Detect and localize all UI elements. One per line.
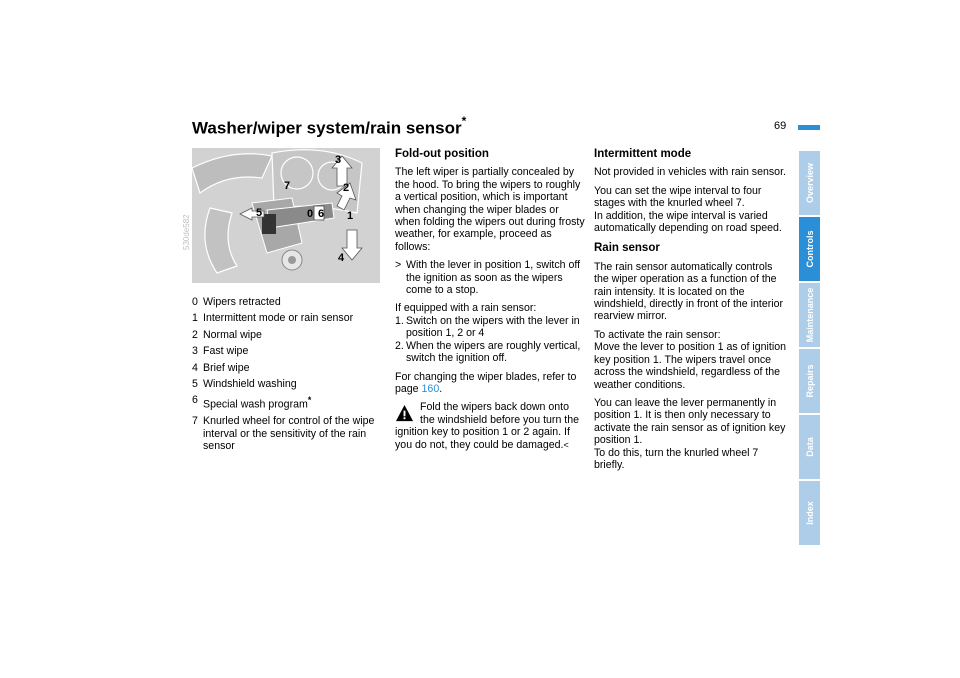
legend-item: [192, 394, 382, 411]
tab-repairs[interactable]: [799, 349, 820, 413]
legend-number: 4: [192, 361, 198, 374]
page-title: [192, 116, 466, 139]
step-number: 1.: [395, 314, 404, 327]
legend-number: 1: [192, 312, 198, 325]
foldout-bullet: [395, 259, 585, 296]
legend-text: Windshield washing: [203, 378, 297, 391]
legend-text: Special wash program: [203, 398, 308, 411]
bullet-mark: >: [395, 259, 402, 272]
caution-note: [395, 401, 585, 451]
wiper-lever-illustration: [182, 148, 380, 283]
step-number: 2.: [395, 339, 404, 352]
legend-text: Fast wipe: [203, 345, 249, 358]
page-link-160[interactable]: 160: [421, 382, 440, 395]
intermittent-and-rain-section: [594, 148, 786, 477]
tab-label: Maintenance: [804, 287, 815, 343]
tab-label: Repairs: [804, 364, 815, 398]
end-of-note-mark: <: [563, 439, 569, 450]
blade-change-text: For changing the wiper blades, refer to page: [395, 370, 577, 395]
tab-controls[interactable]: [799, 217, 820, 281]
foldout-section: [395, 148, 585, 451]
foldout-heading: Fold-out position: [395, 148, 489, 160]
callout-0: 0: [307, 208, 314, 220]
blade-change-period: .: [439, 382, 443, 395]
figure-code: 530de582: [182, 214, 191, 250]
legend-item: [192, 329, 382, 341]
tab-maintenance[interactable]: [799, 283, 820, 347]
legend-item: [192, 296, 382, 308]
legend-text: Brief wipe: [203, 361, 250, 374]
tab-overview[interactable]: [799, 151, 820, 215]
tab-label: Controls: [804, 230, 815, 268]
rain-sensor-p2a: To activate the rain sensor:: [594, 328, 721, 341]
step-item: [395, 340, 585, 365]
rain-sensor-heading: Rain sensor: [594, 242, 660, 255]
chapter-tabs: [799, 151, 820, 547]
legend-number: 2: [192, 328, 198, 341]
blade-change-note: [395, 371, 585, 396]
tab-label: Index: [804, 501, 815, 525]
legend-item: [192, 378, 382, 390]
rain-sensor-p1: The rain sensor automatically controls the wiper operation as a function of the rain intensity. It is located on the windshield, directly in front of the interior rearview mirror.: [594, 260, 784, 323]
legend-item: [192, 415, 382, 452]
step-item: [395, 315, 585, 340]
optional-equipment-star: *: [461, 114, 467, 128]
callout-4: 4: [338, 252, 345, 264]
legend-number: 5: [192, 378, 198, 391]
legend-item: [192, 362, 382, 374]
rain-sensor-p3a: You can leave the lever permanently in position 1. It is then only necessary to activate the rain sensor as of ignition key position 1.: [594, 396, 786, 447]
bullet-text: With the lever in position 1, switch off the ignition as soon as the wipers come to a stop.: [406, 259, 581, 297]
foldout-intro: The left wiper is partially concealed by the hood. To bring the wipers to roughly a vertical position, which is important when changing the wiper blades or when folding the wipers out during frosty weather, for example, proceed as follows:: [395, 166, 585, 253]
rain-sensor-intro: If equipped with a rain sensor:: [395, 302, 537, 315]
page-marker: [798, 125, 820, 130]
callout-2: 2: [343, 182, 350, 194]
page-number: 69: [774, 120, 787, 132]
tab-label: Data: [804, 437, 815, 457]
intermittent-p1: Not provided in vehicles with rain sensor.: [594, 166, 786, 179]
legend-text: Knurled wheel for control of the wipe interval or the sensitivity of the rain sensor: [203, 415, 375, 453]
tab-data[interactable]: [799, 415, 820, 479]
legend-number: 0: [192, 296, 198, 308]
tab-label: Overview: [804, 162, 815, 204]
tab-index[interactable]: [799, 481, 820, 545]
legend-number: 7: [192, 415, 198, 428]
warning-icon: [395, 404, 414, 423]
rain-sensor-p3b: To do this, turn the knurled wheel 7 briefly.: [594, 446, 759, 471]
rain-sensor-p2: [594, 329, 786, 391]
intermittent-heading: Intermittent mode: [594, 148, 692, 160]
rain-sensor-p2b: Move the lever to position 1 as of ignition key position 1. The wipers travel once across the windshield, regardless of the weather conditions.: [594, 341, 786, 391]
legend-text: Normal wipe: [203, 328, 262, 341]
callout-7: 7: [284, 180, 291, 192]
legend-list: [192, 296, 382, 457]
callout-1: 1: [347, 210, 354, 222]
intermittent-p2: [594, 185, 786, 210]
page-title-text: Washer/wiper system/rain sensor: [192, 118, 462, 138]
legend-item: [192, 312, 382, 324]
callout-5: 5: [256, 207, 263, 219]
callout-6: 6: [318, 208, 325, 220]
rain-sensor-p3: [594, 397, 786, 471]
caution-text: Fold the wipers back down onto the windshield before you turn the ignition key to position 1 or 2 again. If you do not, they could be damaged.: [395, 401, 580, 451]
legend-text: Intermittent mode or rain sensor: [203, 312, 354, 325]
optional-equipment-star: *: [307, 395, 312, 406]
legend-number: 3: [192, 345, 198, 358]
callout-3: 3: [335, 154, 342, 166]
intermittent-p3: In addition, the wipe interval is varied automatically depending on road speed.: [594, 209, 782, 235]
step-text: When the wipers are roughly vertical, switch the ignition off.: [406, 339, 581, 365]
step-text: Switch on the wipers with the lever in position 1, 2 or 4: [406, 314, 580, 340]
legend-number: 6: [192, 394, 198, 407]
intermittent-p2-text: You can set the wipe interval to four stages with the knurled wheel 7.: [594, 184, 762, 210]
legend-item: [192, 345, 382, 357]
legend-text: Wipers retracted: [203, 296, 281, 308]
